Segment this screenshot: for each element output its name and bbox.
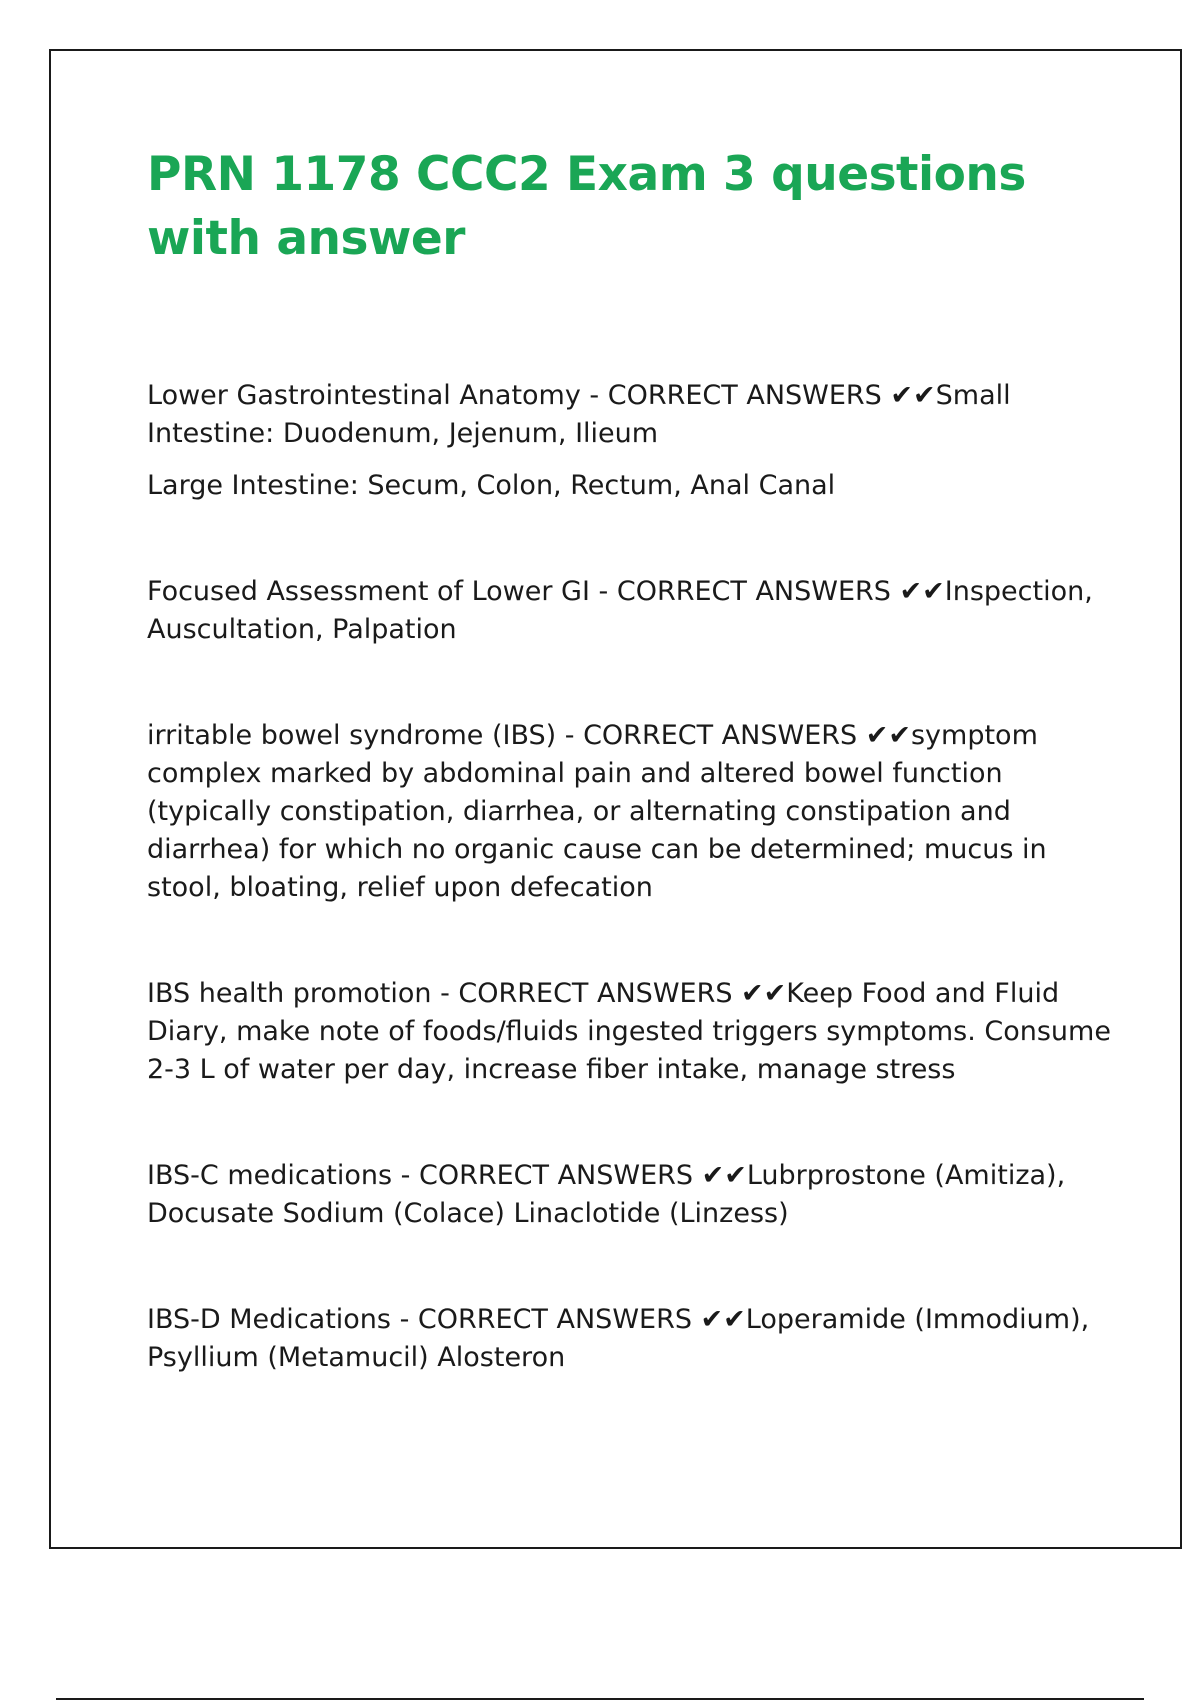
qa-text: IBS-C medications - CORRECT ANSWERS ✔✔Lubrprostone (Amitiza), Docusate Sodium (Colace) Linaclotide (Linzess) [147,1160,1066,1229]
qa-text: irritable bowel syndrome (IBS) - CORRECT ANSWERS ✔✔symptom complex marked by abdominal pain and altered bowel function (typically constipation, diarrhea, or alternating constipation and diarrhea) for which no organic cause can be determined; mucus in stool, bloating, relief upon defecation [147,720,1047,903]
qa-text: IBS-D Medications - CORRECT ANSWERS ✔✔Loperamide (Immodium), Psyllium (Metamucil) Alosteron [147,1304,1090,1373]
qa-item-ibs-definition [147,717,1127,907]
qa-list [147,377,1127,1377]
qa-text-continued: Large Intestine: Secum, Colon, Rectum, Anal Canal [147,470,836,501]
qa-text: Focused Assessment of Lower GI - CORRECT ANSWERS ✔✔Inspection, Auscultation, Palpation [147,576,1093,645]
qa-item-lower-gi-anatomy [147,377,1127,505]
qa-text: IBS health promotion - CORRECT ANSWERS ✔✔Keep Food and Fluid Diary, make note of foods/fluids ingested triggers symptoms. Consume 2-3 L of water per day, increase fiber intake, manage stress [147,978,1111,1085]
document-title: PRN 1178 CCC2 Exam 3 questions with answer [147,147,1026,266]
qa-item-ibs-health-promotion [147,975,1127,1089]
document-content [147,143,1127,1445]
qa-item-ibs-c-medications [147,1157,1127,1233]
page-frame [49,49,1182,1549]
qa-item-focused-assessment [147,573,1127,649]
qa-item-ibs-d-medications [147,1301,1127,1377]
qa-text: Lower Gastrointestinal Anatomy - CORRECT ANSWERS ✔✔Small Intestine: Duodenum, Jejenum, Ilieum [147,380,1011,449]
